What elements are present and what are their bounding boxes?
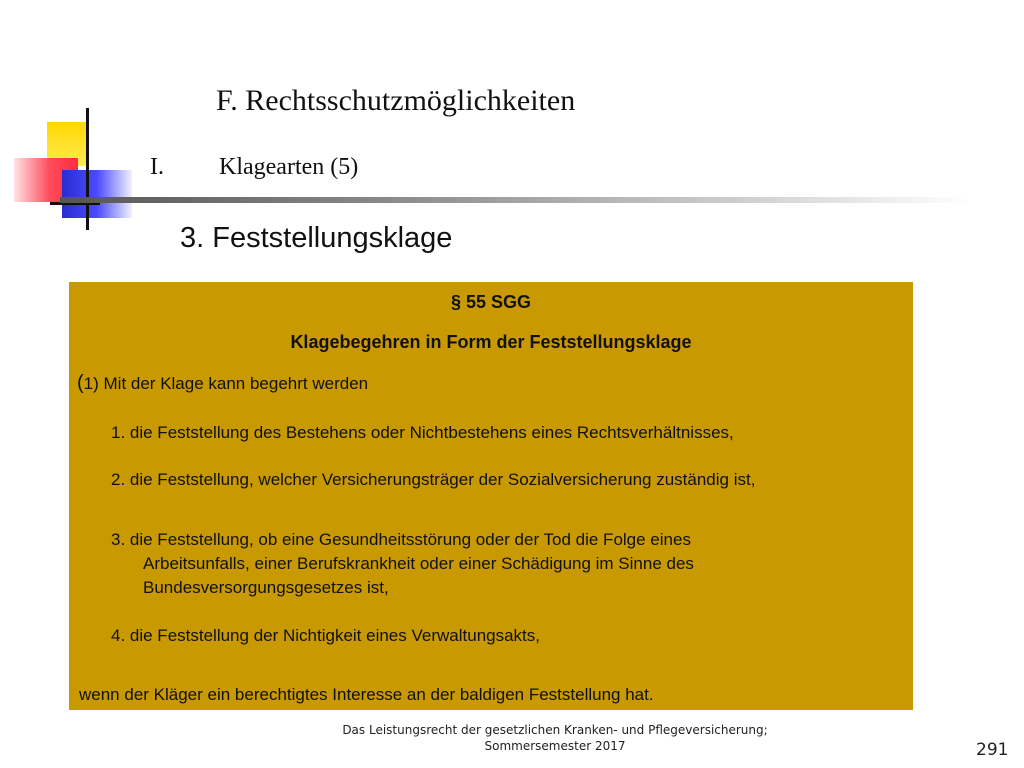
slide-title: F. Rechtsschutzmöglichkeiten [216, 84, 576, 117]
law-item-1: 1. die Feststellung des Bestehens oder Nichtbestehens eines Rechtsverhältnisses, [111, 423, 734, 442]
title-divider [60, 197, 970, 203]
footer [300, 722, 810, 754]
law-item-3-continuation-2: Bundesversorgungsgesetzes ist, [143, 578, 389, 597]
law-text-box [69, 282, 913, 710]
law-closing: wenn der Kläger ein berechtigtes Interesse an der baldigen Feststellung hat. [79, 685, 654, 704]
law-item-3: 3. die Feststellung, ob eine Gesundheitsstörung oder der Tod die Folge eines [111, 530, 691, 549]
footer-line-2: Sommersemester 2017 [484, 739, 626, 753]
slide-subtitle: Klagearten (5) [219, 154, 359, 180]
logo-vertical-line [86, 108, 89, 230]
section-heading: 3. Feststellungsklage [180, 222, 453, 254]
law-item-3-continuation-1: Arbeitsunfalls, einer Berufskrankheit oder einer Schädigung im Sinne des [143, 554, 694, 573]
law-paragraph: § 55 SGG [450, 292, 532, 312]
law-intro [77, 372, 368, 395]
decorative-logo [0, 100, 160, 240]
law-item-4: 4. die Feststellung der Nichtigkeit eines Verwaltungsakts, [111, 626, 541, 645]
law-item-2: 2. die Feststellung, welcher Versicherungsträger der Sozialversicherung zuständig ist, [111, 470, 756, 489]
law-intro-text: 1) Mit der Klage kann begehrt werden [83, 374, 369, 393]
logo-blue-square [62, 170, 132, 218]
law-intro-paren: ( [77, 372, 84, 394]
page-number: 291 [976, 740, 1009, 760]
footer-line-1: Das Leistungsrecht der gesetzlichen Kranken- und Pflegeversicherung; [342, 723, 768, 737]
subtitle-number: I. [150, 154, 164, 180]
law-heading: Klagebegehren in Form der Feststellungsklage [290, 332, 692, 352]
